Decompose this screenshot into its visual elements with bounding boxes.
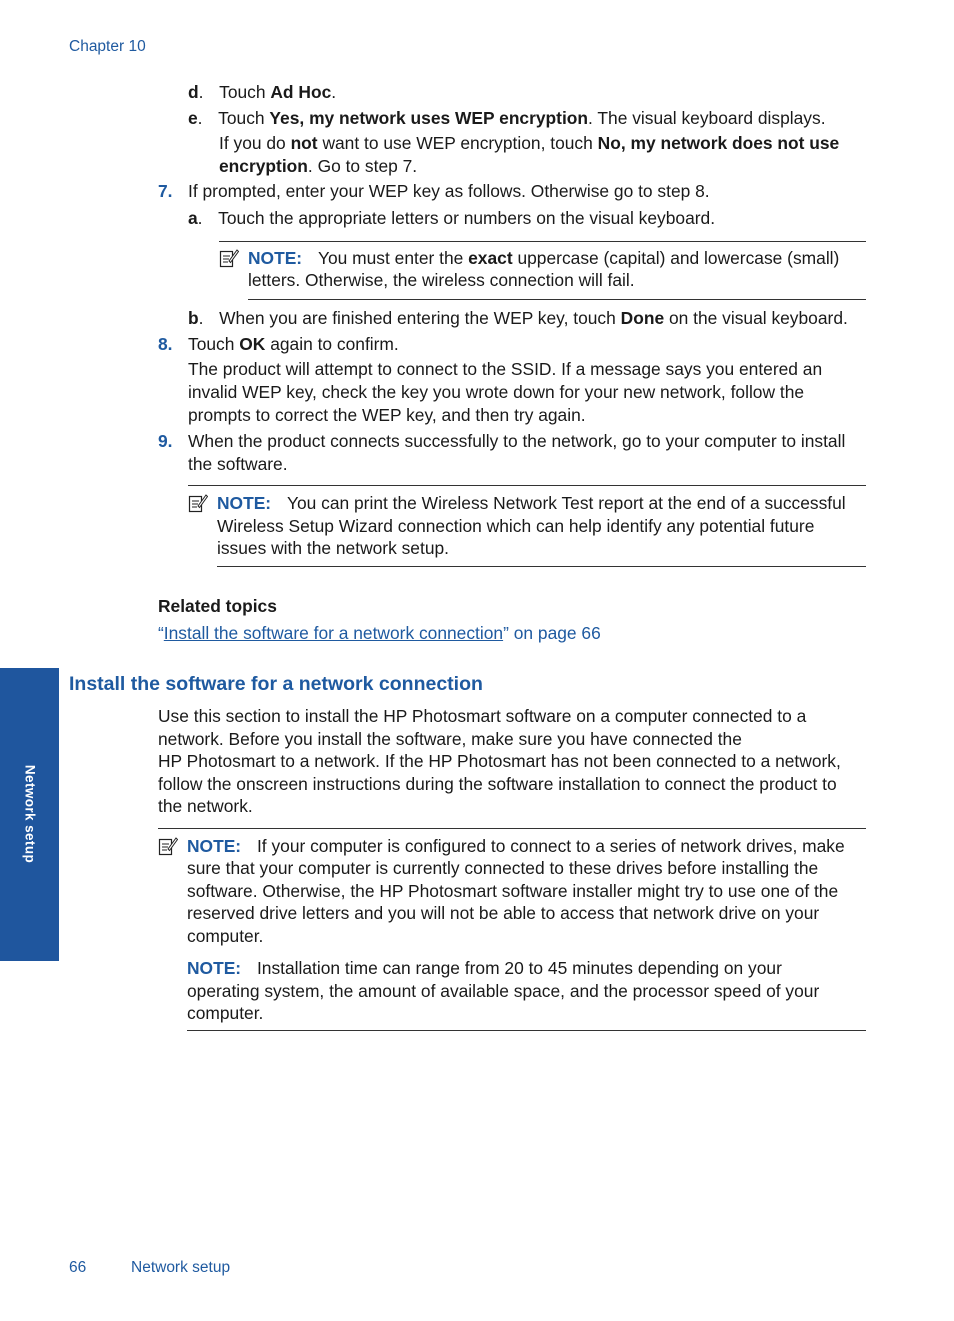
section-para-line4: follow the onscreen instructions during the software installation to connect the product to (158, 774, 837, 794)
step-9-line2: the software. (188, 454, 288, 474)
step-number-7: 7. (158, 181, 173, 201)
substep-text: . The visual keyboard displays. (588, 108, 826, 128)
side-tab (0, 668, 59, 961)
note-bottom-rule (187, 1030, 866, 1031)
footer-section-name: Network setup (131, 1259, 231, 1276)
step-9-line1: When the product connects successfully to the network, go to your computer to install (188, 431, 846, 451)
note-3-line2: sure that your computer is currently connected to these drives before installing the (187, 858, 819, 878)
ui-term: encryption (219, 156, 308, 176)
substep-e-line2 (219, 132, 839, 155)
note-4-line2: operating system, the amount of available space, and the processor speed of your (187, 981, 820, 1001)
text: Touch (188, 334, 235, 354)
step-8-para-line2: invalid WEP key, check the key you wrote down for your new network, follow the (188, 382, 805, 402)
note-label: NOTE: (187, 958, 242, 978)
text: If your computer is configured to connect to a series of network drives, make (256, 836, 845, 856)
substep-e: e. Touch Yes, my network uses WEP encryption. The visual keyboard displays. (188, 108, 826, 128)
text: on the visual keyboard. (668, 308, 848, 328)
note-top-rule (158, 828, 866, 829)
text: again to confirm. (270, 334, 399, 354)
section-para-line5: the network. (158, 796, 253, 816)
ui-term: No, my network does not use (597, 133, 840, 153)
substep-a: a. Touch the appropriate letters or numbers on the visual keyboard. (188, 208, 716, 228)
section-heading: Install the software for a network connection (69, 673, 483, 695)
substep-letter: d (188, 82, 199, 102)
note-3-line5: computer. (187, 926, 264, 946)
step-number-8: 8. (158, 334, 173, 354)
text: If you do (219, 133, 286, 153)
note-label: NOTE: (187, 836, 242, 856)
section-para-line1: Use this section to install the HP Photosmart software on a computer connected to a (158, 706, 807, 726)
note-4-line3: computer. (187, 1003, 264, 1023)
side-tab-label: Network setup (22, 764, 38, 864)
note-bottom-rule (248, 299, 866, 300)
substep-b: b. When you are finished entering the WEP key, touch Done on the visual keyboard. (188, 308, 848, 328)
substep-letter: e (188, 108, 198, 128)
substep-d: d. Touch Ad Hoc. (188, 82, 337, 102)
text: Installation time can range from 20 to 45 minutes depending on your (256, 958, 782, 978)
text: . Go to step 7. (307, 156, 418, 176)
related-topic-link[interactable]: Install the software for a network connection (163, 623, 504, 643)
note-icon (188, 493, 208, 513)
related-topic-link-row (158, 622, 601, 645)
note-2-line1 (217, 492, 846, 515)
substep-letter: a (188, 208, 198, 228)
note-top-rule (219, 241, 866, 242)
note-label: NOTE: (248, 248, 303, 268)
note-top-rule (188, 485, 866, 486)
chapter-header: Chapter 10 (69, 38, 146, 55)
emphasis: not (290, 133, 318, 153)
text: ” on page 66 (503, 623, 601, 643)
text: You must enter the (317, 248, 464, 268)
substep-text: Touch the appropriate letters or numbers on the visual keyboard. (218, 208, 716, 228)
emphasis: exact (468, 248, 513, 268)
related-topics-title: Related topics (158, 596, 277, 616)
note-4-line1 (187, 957, 782, 980)
text: You can print the Wireless Network Test report at the end of a successful (286, 493, 846, 513)
substep-text: Touch (218, 108, 265, 128)
note-icon (219, 248, 239, 268)
text: When you are finished entering the WEP key, touch (219, 308, 616, 328)
substep-text: Touch (219, 82, 266, 102)
note-label: NOTE: (217, 493, 272, 513)
step-7-text: If prompted, enter your WEP key as follows. Otherwise go to step 8. (188, 181, 710, 201)
ui-term: Ad Hoc (270, 82, 332, 102)
note-1-line1 (248, 247, 839, 270)
text: want to use WEP encryption, touch (322, 133, 593, 153)
ui-term: Yes, my network uses WEP encryption (269, 108, 589, 128)
ui-term: OK (239, 334, 266, 354)
note-bottom-rule (217, 566, 866, 567)
step-number-9: 9. (158, 431, 173, 451)
note-1-line2: letters. Otherwise, the wireless connection will fail. (248, 270, 635, 290)
section-para-line2: network. Before you install the software, make sure you have connected the (158, 729, 742, 749)
section-para-line3: HP Photosmart to a network. If the HP Photosmart has not been connected to a network, (158, 751, 841, 771)
page-number: 66 (69, 1259, 87, 1276)
text: “ (158, 623, 164, 643)
note-3-line3: software. Otherwise, the HP Photosmart software installer might try to use one of the (187, 881, 839, 901)
note-2-line2: Wireless Setup Wizard connection which can help identify any potential future (217, 516, 815, 536)
text: uppercase (capital) and lowercase (small) (517, 248, 840, 268)
step-8-para-line1: The product will attempt to connect to the SSID. If a message says you entered an (188, 359, 823, 379)
note-icon (158, 836, 178, 856)
ui-term: Done (620, 308, 665, 328)
note-2-line3: issues with the network setup. (217, 538, 449, 558)
step-8-para-line3: prompts to correct the WEP key, and then try again. (188, 405, 586, 425)
note-3-line4: reserved drive letters and you will not be able to access that network drive on your (187, 903, 820, 923)
step-8-text (188, 333, 399, 356)
substep-e-line3 (219, 155, 417, 178)
note-3-line1 (187, 835, 845, 858)
substep-letter: b (188, 308, 199, 328)
